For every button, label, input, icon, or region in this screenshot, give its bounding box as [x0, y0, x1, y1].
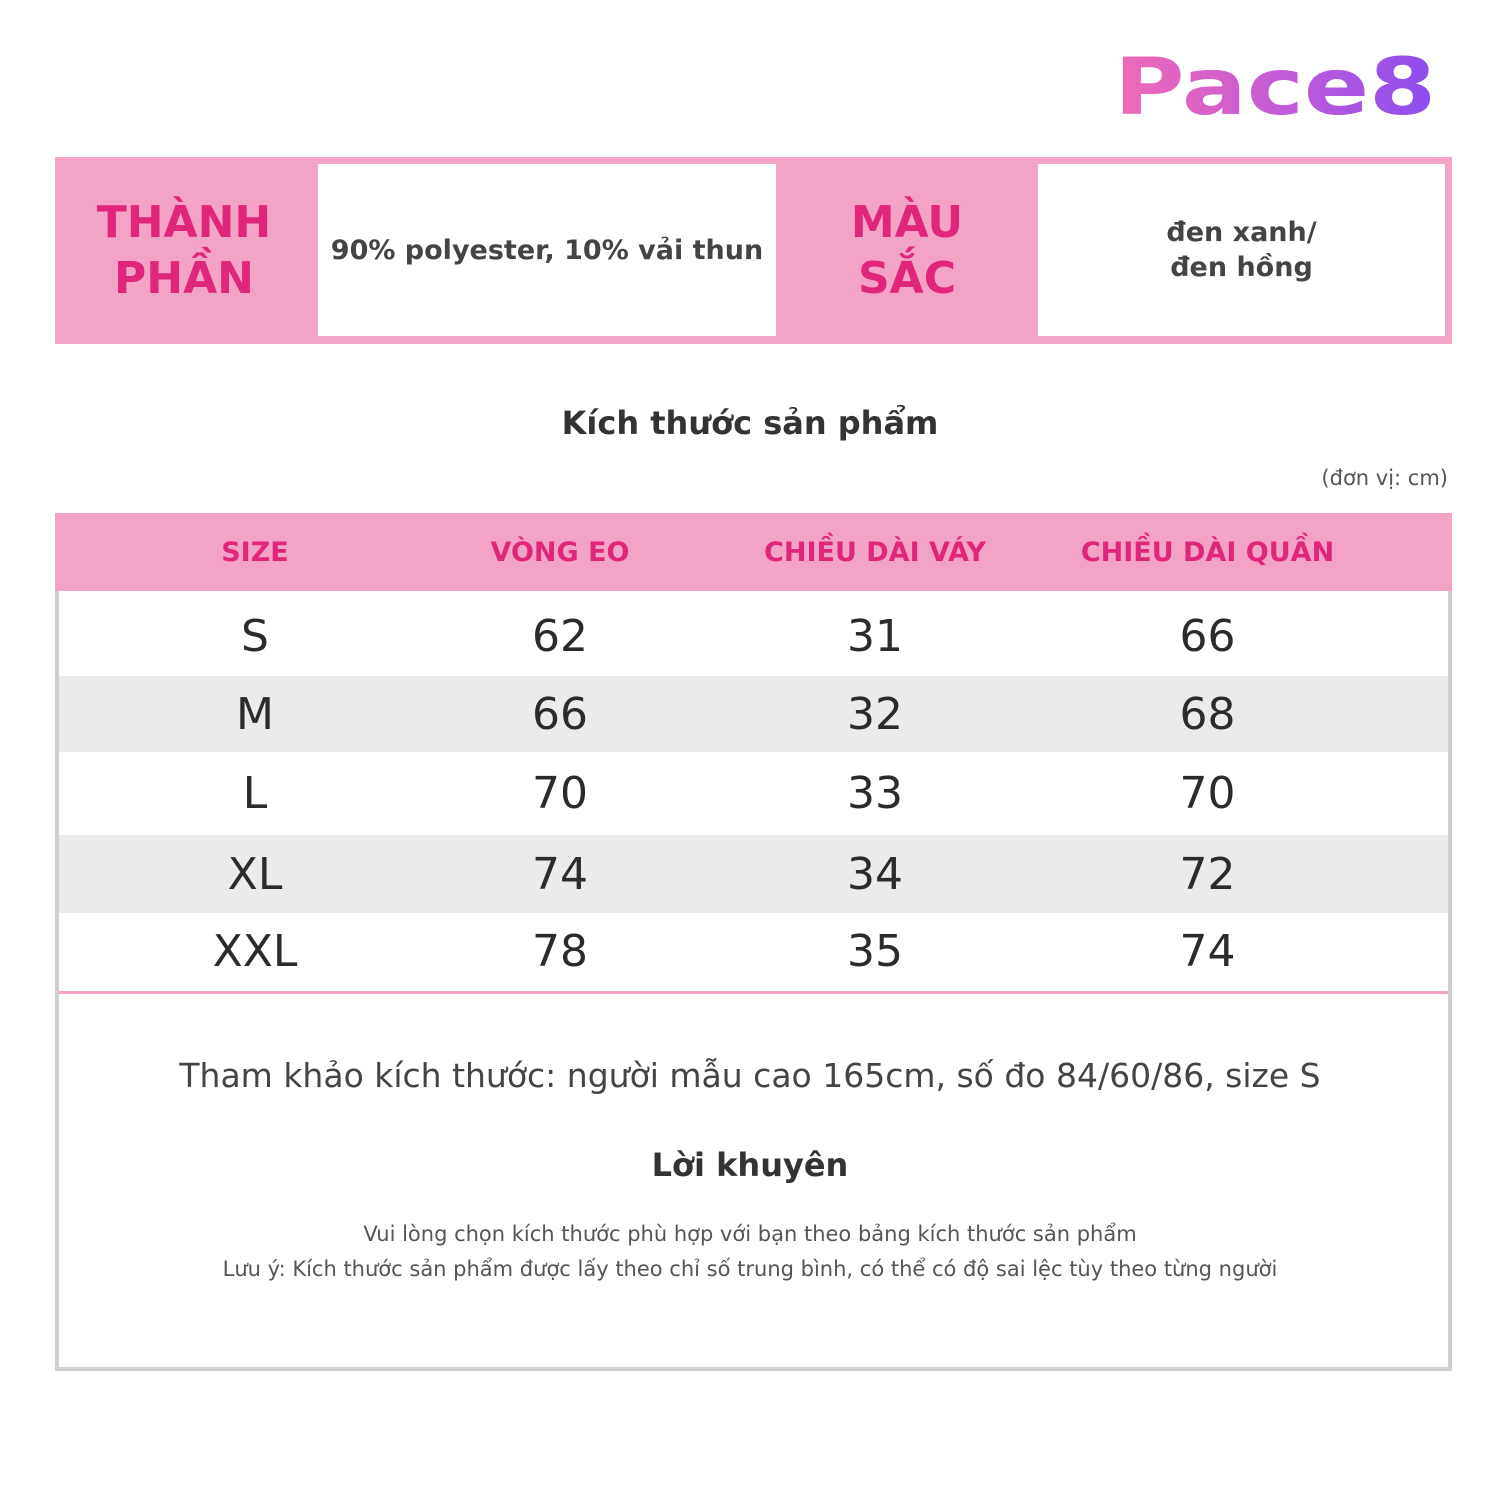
skirt-length-cell: 33 [847, 768, 903, 819]
logo-text: Pace8 [1114, 43, 1436, 132]
pants-length-cell: 70 [1179, 768, 1236, 819]
unit-note: (đơn vị: cm) [1321, 466, 1448, 490]
composition-label: THÀNH PHẦN [96, 196, 272, 304]
column-header-waist: VÒNG EO [490, 536, 630, 568]
column-header-skirt-length: CHIỀU DÀI VÁY [764, 536, 986, 568]
table-row [59, 835, 1448, 913]
color-label: MÀU SẮC [850, 196, 964, 304]
pants-length-cell: 72 [1179, 848, 1236, 900]
column-header-size: SIZE [221, 536, 289, 568]
table-row [59, 913, 1448, 989]
size-cell: M [236, 688, 274, 740]
skirt-length-cell: 34 [847, 848, 903, 900]
pants-length-cell: 66 [1179, 610, 1236, 662]
skirt-length-cell: 32 [847, 688, 903, 740]
waist-cell: 62 [532, 610, 588, 662]
model-reference-text: Tham khảo kích thước: người mẫu cao 165cm, số đo 84/60/86, size S [179, 1056, 1321, 1095]
size-cell: XXL [212, 925, 298, 977]
column-header-pants-length: CHIỀU DÀI QUẦN [1080, 536, 1335, 568]
pants-length-cell: 74 [1179, 925, 1236, 977]
table-row [59, 596, 1448, 676]
size-cell: XL [227, 848, 283, 900]
size-chart-title: Kích thước sản phẩm [561, 404, 939, 442]
size-table-header [55, 513, 1452, 591]
table-row [59, 676, 1448, 752]
size-cell: S [241, 610, 269, 662]
waist-cell: 78 [532, 925, 588, 977]
pants-length-cell: 68 [1179, 688, 1236, 740]
product-info-strip [55, 157, 1452, 344]
advice-line-2: Lưu ý: Kích thước sản phẩm được lấy theo chỉ số trung bình, có thể có độ sai lệc tùy theo từng người [222, 1257, 1278, 1281]
color-value: đen xanh/ đen hồng [1038, 164, 1445, 336]
size-cell: L [242, 768, 268, 819]
waist-cell: 74 [532, 848, 588, 900]
table-row [59, 752, 1448, 835]
brand-logo [1112, 42, 1442, 132]
waist-cell: 66 [532, 688, 588, 740]
waist-cell: 70 [532, 768, 588, 819]
advice-title: Lời khuyên [651, 1146, 849, 1184]
composition-value: 90% polyester, 10% vải thun [318, 164, 776, 336]
advice-line-1: Vui lòng chọn kích thước phù hợp với bạn theo bảng kích thước sản phẩm [363, 1222, 1137, 1246]
skirt-length-cell: 31 [847, 610, 903, 662]
skirt-length-cell: 35 [847, 925, 903, 977]
table-divider [59, 991, 1448, 994]
